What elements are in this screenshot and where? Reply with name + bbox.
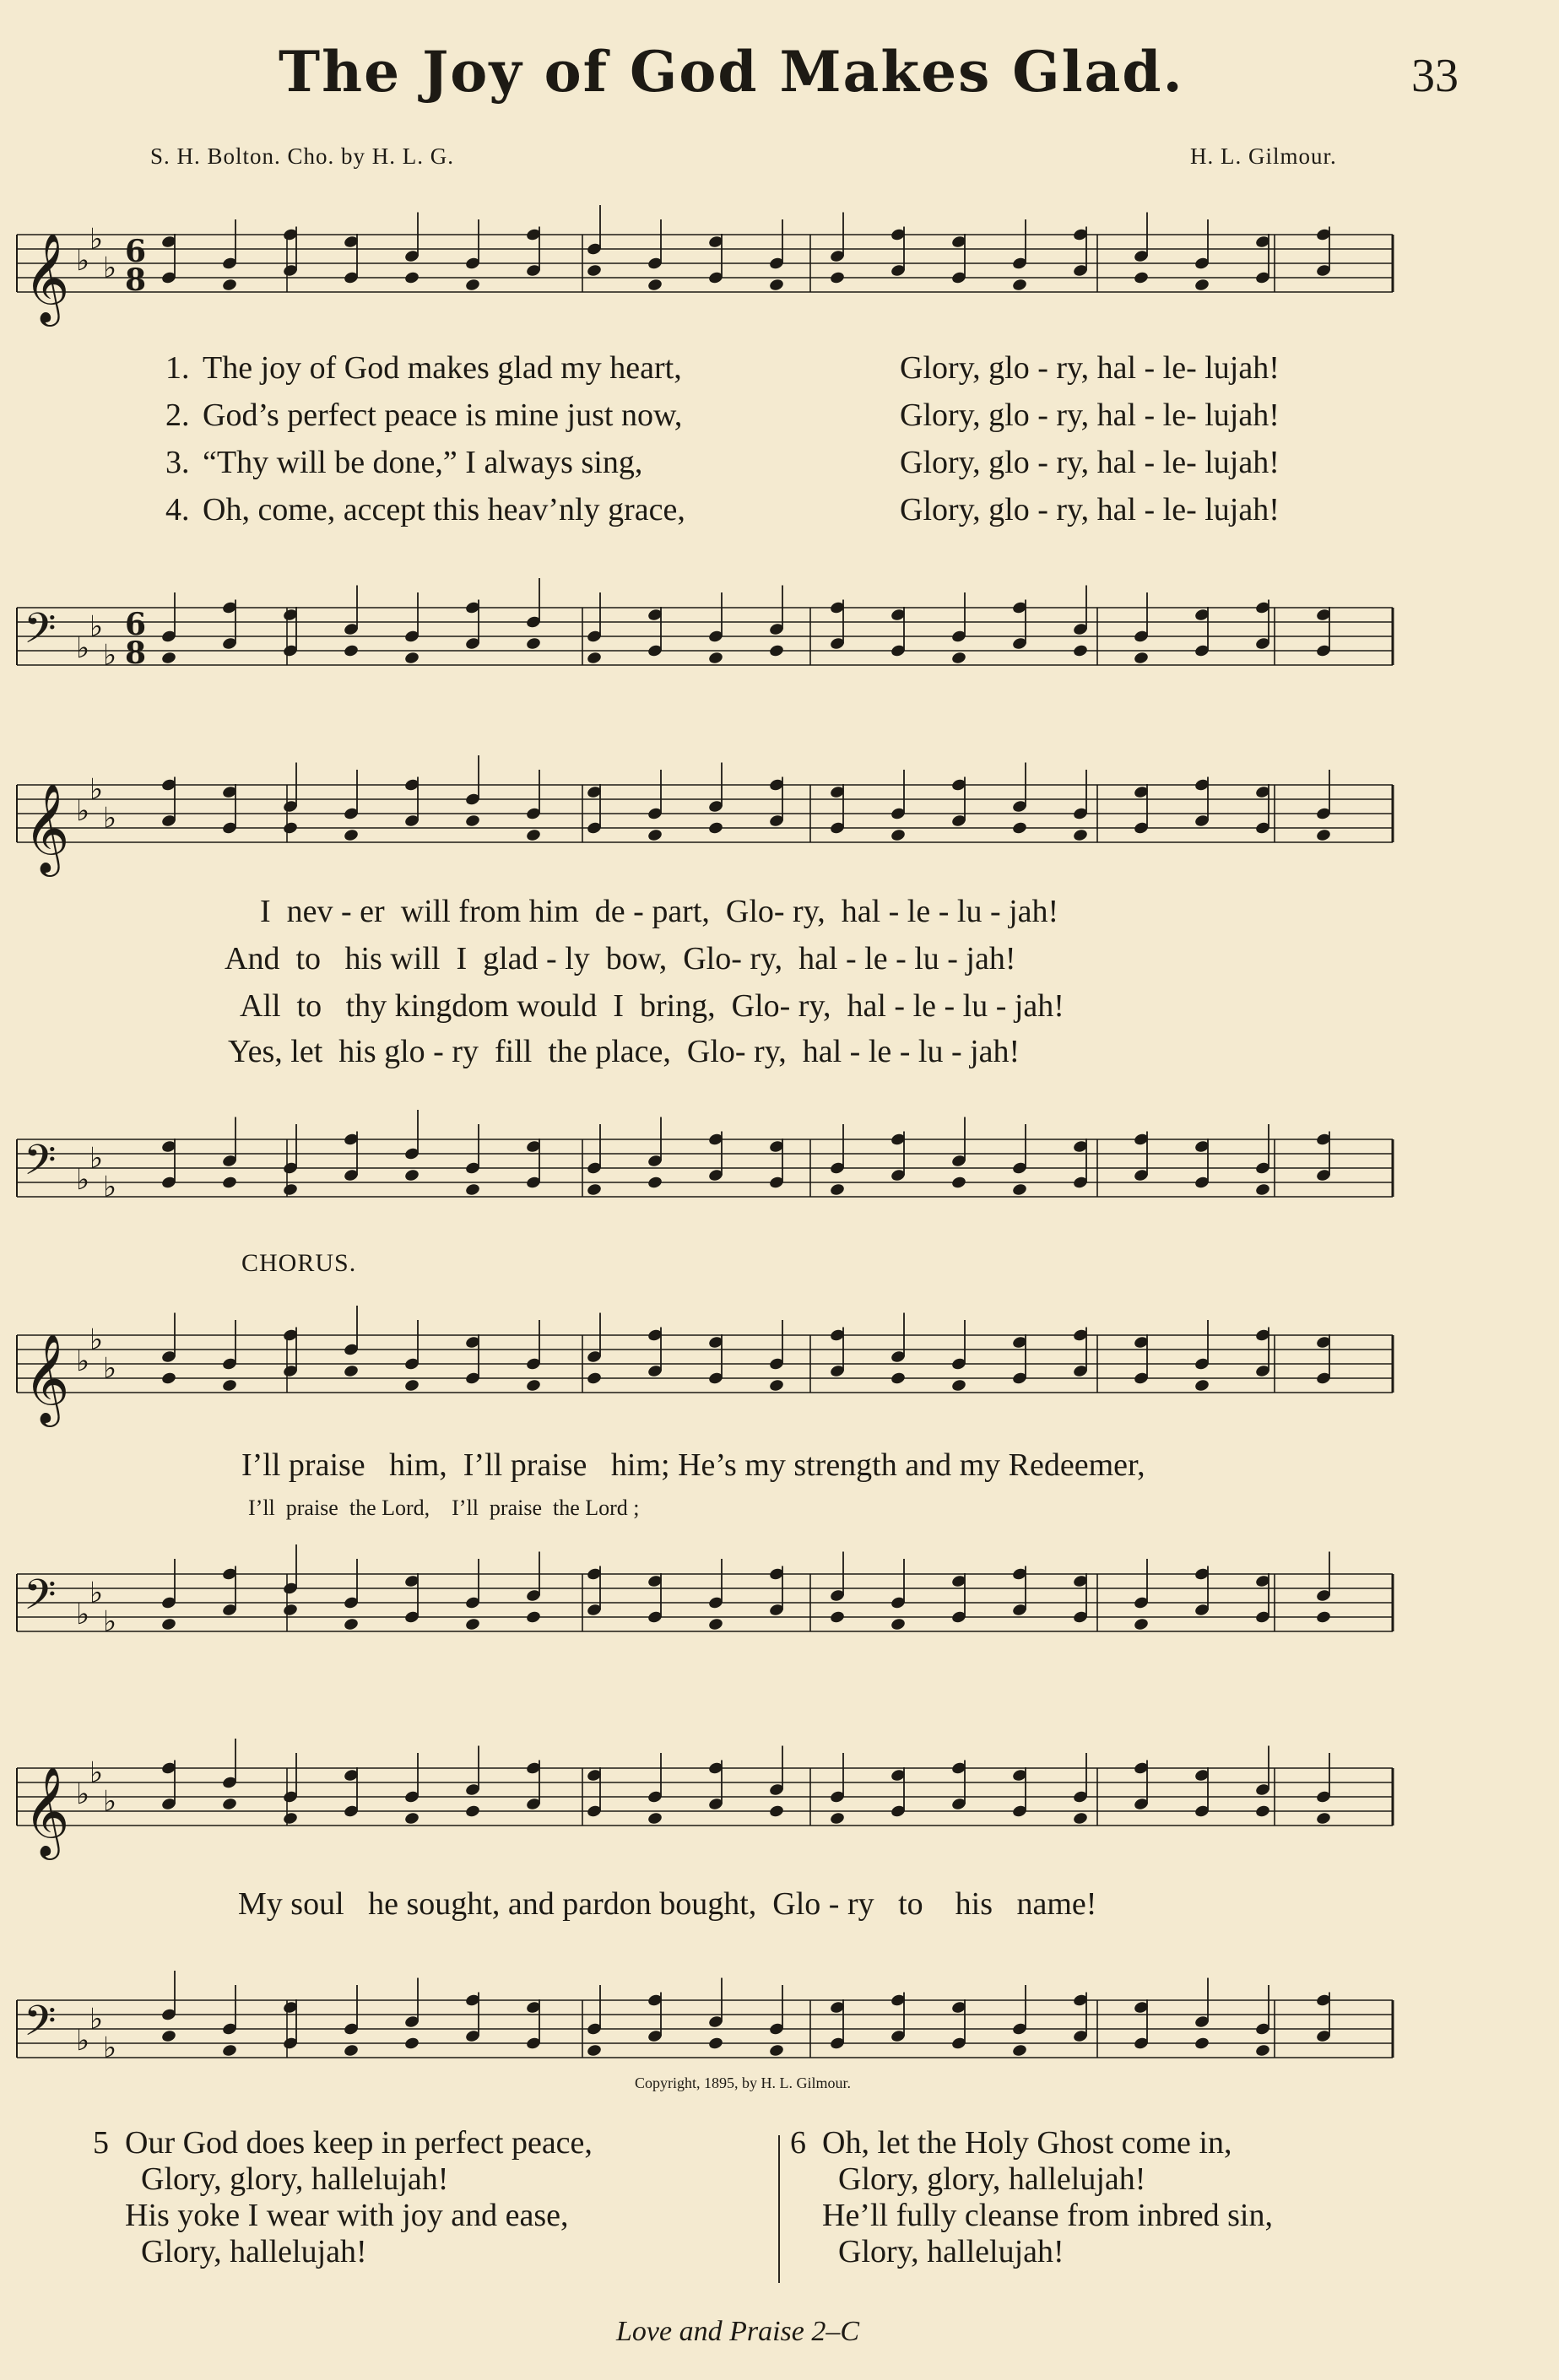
bass-clef-icon: 𝄢 (24, 1997, 57, 2056)
note-head (343, 2043, 359, 2058)
verse-number: 3. (165, 445, 190, 480)
note-head (343, 828, 359, 842)
note-head (768, 2043, 784, 2058)
note-head (525, 1610, 541, 1625)
note-head (525, 636, 541, 651)
note-head (282, 1811, 298, 1826)
flat-icon: ♭ (76, 1777, 90, 1811)
note-head (1315, 1811, 1331, 1826)
note-head (160, 2029, 176, 2043)
note-head (707, 821, 723, 836)
note-head (403, 1168, 420, 1182)
note-head (221, 1176, 237, 1190)
bass-staff (0, 1983, 1401, 2064)
treble-clef-icon: 𝄞 (24, 232, 70, 322)
bass-clef-icon: 𝄢 (24, 604, 57, 663)
note-head (403, 651, 420, 665)
verse-line: The joy of God makes glad my heart, (203, 350, 682, 386)
note-head (768, 1804, 784, 1819)
treble-staff (0, 1318, 1401, 1423)
verse-line: Glory, glory, hallelujah! (93, 2161, 449, 2197)
chorus-line: My soul he sought, and pardon bought, Glo - ry to his name! (238, 1886, 1097, 1922)
note-head (1315, 828, 1331, 842)
note-head (768, 1378, 784, 1393)
note-head (221, 2043, 237, 2058)
note-head (1254, 1804, 1270, 1819)
note-head (282, 1182, 298, 1197)
note-head (221, 278, 237, 292)
note-head (464, 1617, 480, 1631)
note-head (950, 1378, 966, 1393)
verse-line: I nev - er will from him de - part, Glo- ry, hal - le - lu - jah! (260, 894, 1059, 929)
bass-staff (0, 1557, 1401, 1638)
composer-credit: H. L. Gilmour. (1190, 143, 1337, 169)
note-head (586, 1182, 602, 1197)
note-head (1072, 1811, 1088, 1826)
chorus-bass-line: I’ll praise the Lord, I’ll praise the Lord ; (248, 1496, 640, 1520)
note-head (1315, 1610, 1331, 1625)
verse-refrain: Glory, glo - ry, hal - le- lujah! (900, 350, 1280, 386)
note-head (1133, 651, 1149, 665)
note-head (464, 814, 480, 828)
flat-icon: ♭ (89, 1323, 104, 1357)
note-head (707, 651, 723, 665)
note-head (1194, 2037, 1210, 2051)
note-head (160, 1617, 176, 1631)
note-head (525, 1378, 541, 1393)
note-head (647, 1811, 663, 1826)
flat-icon: ♭ (89, 1141, 104, 1176)
verse-line: His yoke I wear with joy and ease, (93, 2198, 569, 2233)
verse-line: Oh, come, accept this heav’nly grace, (203, 492, 685, 527)
flat-icon: ♭ (89, 772, 104, 807)
verse-6 (790, 2125, 1273, 2270)
verse-line: “Thy will be done,” I always sing, (203, 445, 643, 480)
note-head (1133, 1617, 1149, 1631)
flat-icon: ♭ (103, 1604, 117, 1639)
treble-clef-icon: 𝄞 (24, 1333, 70, 1423)
note-head (890, 1371, 906, 1386)
verse-line: Glory, glory, hallelujah! (790, 2161, 1146, 2197)
note-head (586, 263, 602, 278)
verse-line: All to thy kingdom would I bring, Glo- ry, hal - le - lu - jah! (240, 988, 1064, 1024)
verse-line: God’s perfect peace is mine just now, (203, 398, 683, 433)
note-head (282, 1603, 298, 1617)
flat-icon: ♭ (76, 631, 90, 665)
note-head (647, 1176, 663, 1190)
bass-clef-icon: 𝄢 (24, 1571, 57, 1630)
note-head (221, 1378, 237, 1393)
note-head (343, 1364, 359, 1378)
note-head (1072, 828, 1088, 842)
note-head (1011, 821, 1027, 836)
verse-refrain: Glory, glo - ry, hal - le- lujah! (900, 492, 1280, 527)
note-head (890, 828, 906, 842)
note-head (403, 271, 420, 285)
note-head (221, 1797, 237, 1811)
bass-clef-icon: 𝄢 (24, 1136, 57, 1195)
flat-icon: ♭ (89, 2002, 104, 2037)
chorus-label: CHORUS. (241, 1249, 357, 1277)
flat-icon: ♭ (89, 1755, 104, 1790)
note-head (707, 1617, 723, 1631)
treble-staff (0, 1751, 1401, 1856)
note-head (464, 1804, 480, 1819)
note-head (890, 1617, 906, 1631)
time-signature-top: 6 (125, 234, 147, 269)
flat-icon: ♭ (76, 794, 90, 828)
flat-icon: ♭ (89, 1576, 104, 1610)
verse-line: 5 Our God does keep in perfect peace, (93, 2125, 593, 2161)
verse-refrain: Glory, glo - ry, hal - le- lujah! (900, 445, 1280, 480)
bass-staff (0, 591, 1401, 672)
verse-number: 1. (165, 350, 190, 386)
note-head (950, 651, 966, 665)
author-credits: S. H. Bolton. Cho. by H. L. G. (150, 143, 455, 169)
flat-icon: ♭ (103, 2031, 117, 2065)
flat-icon: ♭ (103, 1351, 117, 1386)
note-head (464, 278, 480, 292)
page-number: 33 (1411, 50, 1459, 102)
verse-line: Glory, hallelujah! (93, 2234, 367, 2269)
note-head (768, 644, 784, 658)
flat-icon: ♭ (76, 2024, 90, 2058)
flat-icon: ♭ (103, 251, 117, 285)
note-head (647, 828, 663, 842)
flat-icon: ♭ (76, 244, 90, 278)
note-head (1194, 278, 1210, 292)
note-head (160, 1371, 176, 1386)
note-head (829, 1610, 845, 1625)
verse-line: Glory, hallelujah! (790, 2234, 1064, 2269)
note-head (343, 644, 359, 658)
note-head (464, 1182, 480, 1197)
flat-icon: ♭ (76, 1344, 90, 1378)
note-head (829, 271, 845, 285)
hymn-title: The Joy of God Makes Glad. (279, 39, 1184, 105)
note-head (525, 828, 541, 842)
note-head (647, 278, 663, 292)
note-head (950, 1176, 966, 1190)
note-head (1133, 271, 1149, 285)
note-head (1072, 644, 1088, 658)
note-head (1011, 1182, 1027, 1197)
flat-icon: ♭ (103, 1784, 117, 1819)
note-head (403, 2037, 420, 2051)
verse-line: And to his will I glad - ly bow, Glo- ry, hal - le - lu - jah! (225, 941, 1016, 976)
treble-staff (0, 768, 1401, 873)
flat-icon: ♭ (89, 609, 104, 644)
extra-verses (93, 2125, 1477, 2294)
note-head (282, 821, 298, 836)
note-head (768, 278, 784, 292)
flat-icon: ♭ (103, 801, 117, 836)
verse-line: 6 Oh, let the Holy Ghost come in, (790, 2125, 1232, 2161)
book-footer: Love and Praise 2–C (616, 2316, 860, 2347)
note-head (403, 1811, 420, 1826)
copyright-notice: Copyright, 1895, by H. L. Gilmour. (635, 2074, 851, 2091)
column-divider (778, 2135, 780, 2283)
verse-refrain: Glory, glo - ry, hal - le- lujah! (900, 398, 1280, 433)
note-head (1254, 1182, 1270, 1197)
verse-line: Yes, let his glo - ry fill the place, Glo- ry, hal - le - lu - jah! (228, 1034, 1020, 1069)
verse-line: He’ll fully cleanse from inbred sin, (790, 2198, 1273, 2233)
time-signature-bottom: 8 (125, 262, 147, 298)
bass-staff (0, 1122, 1401, 1204)
flat-icon: ♭ (76, 1163, 90, 1197)
note-head (1254, 2043, 1270, 2058)
note-head (707, 2037, 723, 2051)
time-signature-bottom: 8 (125, 636, 147, 671)
treble-clef-icon: 𝄞 (24, 782, 70, 873)
note-head (586, 1371, 602, 1386)
note-head (1011, 278, 1027, 292)
note-head (586, 2043, 602, 2058)
note-head (160, 651, 176, 665)
treble-staff (0, 218, 1401, 322)
verse-5 (93, 2125, 593, 2270)
chorus-line: I’ll praise him, I’ll praise him; He’s my strength and my Redeemer, (241, 1447, 1145, 1483)
flat-icon: ♭ (103, 1170, 117, 1204)
flat-icon: ♭ (76, 1598, 90, 1631)
verse-number: 2. (165, 398, 190, 433)
flat-icon: ♭ (89, 222, 104, 257)
time-signature-top: 6 (125, 607, 147, 642)
verse-number: 4. (165, 492, 190, 527)
note-head (829, 1182, 845, 1197)
flat-icon: ♭ (103, 638, 117, 673)
note-head (1011, 2043, 1027, 2058)
note-head (586, 651, 602, 665)
treble-clef-icon: 𝄞 (24, 1766, 70, 1856)
note-head (1194, 1378, 1210, 1393)
note-head (343, 1617, 359, 1631)
note-head (403, 1378, 420, 1393)
note-head (829, 1811, 845, 1826)
